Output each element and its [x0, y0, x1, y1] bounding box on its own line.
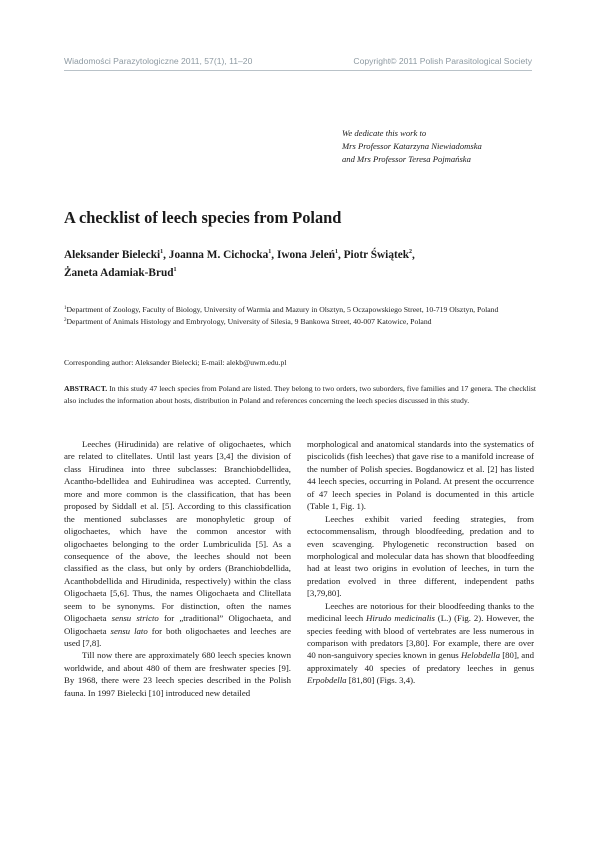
body-text: Leeches are notorious for their bloodfeeding thanks to the medicinal leech [307, 600, 534, 624]
corresponding-author: Corresponding author: Aleksander Bielecki; E-mail: alekb@uwm.edu.pl [64, 358, 287, 367]
author-affiliation-mark: 1 [160, 249, 164, 255]
author-name: Joanna M. Cichocka [168, 249, 269, 261]
journal-citation: Wiadomości Parazytologiczne 2011, 57(1), 11–20 [64, 56, 253, 66]
body-text: (L.) (Fig. 2). However, the species feeding with blood of vertebrates are less numerous in comparison with predators [3,80]. For example, there are over 40 non-sanguivory species known in genus [307, 613, 535, 661]
body-paragraph [64, 438, 291, 649]
body-text: Leeches (Hirudinida) are relative of oligochaetes, which are related to clitellates. Until last years [3,4] the division of class Hirudinea into three subclasses: Branchiobdellidea, Acantho-bdellidea and Euhirudinea was accepted. Currently, more and more common is the classification, that has been proposed by Siddall et al. [5]. According to this classification the mentioned subclasses are monophyletic group of oligochaetes, which have the common ancestor with oligochaetes belonging to the order Lumbriculida [5]. As a consequence of the above, the leeches should not been classified as the class, but only by orders (Branchiobdellida, Acanthobdellida and Hirudinida, respectively) within the class Oligochaeta [5,6]. Thus, the names Oligochaeta and Clitellata seem to be synonyms. For distinction, often the names Oligochaeta [64, 439, 291, 624]
affiliations [64, 304, 536, 328]
article-title: A checklist of leech species from Poland [64, 208, 342, 227]
body-text: for both oligochaetes and leeches are used [7,8]. [64, 625, 291, 648]
body-italic: Helobdella [460, 650, 501, 661]
body-text: [81,80] (Figs. 3,4). [346, 675, 416, 686]
body-italic: Erpobdella [307, 675, 347, 686]
author-separator: , [338, 249, 344, 261]
header-divider [64, 70, 532, 71]
author-affiliation-mark: 2 [409, 249, 413, 255]
body-column-left [64, 438, 291, 699]
dedication-line: Mrs Professor Katarzyna Niewiadomska [342, 141, 482, 151]
body-paragraph [307, 600, 534, 687]
body-text: for „traditional” Oligochaeta, and Oligochaeta [64, 613, 291, 636]
body-paragraph: morphological and anatomical standards into the systematics of piscicolids (fish leeches) that gave rise to a manifold increase of the number of Polish species. Bogdanowicz et al. [2] has listed 44 leech species, occurring in Poland. At present the occurrence of 47 leech species in Poland is documented in this article (Table 1, Fig. 1). [307, 439, 534, 512]
affiliation-text: Department of Zoology, Faculty of Biology, University of Warmia and Mazury in Olsztyn, 5 Oczapowskiego Street, 10-719 Olsztyn, Poland [66, 305, 499, 314]
affiliation [64, 316, 536, 328]
author-name: Aleksander Bielecki [64, 249, 161, 261]
author-separator: , [412, 249, 415, 261]
abstract-text: In this study 47 leech species from Poland are listed. They belong to two orders, two suborders, five families and 17 genera. The checklist also includes the information about hosts, distribution in Poland and references concerning the leech species discussed in this study. [64, 384, 537, 406]
author-name: Iwona Jeleń [276, 249, 335, 261]
dedication-line: We dedicate this work to [342, 128, 427, 138]
dedication-line: and Mrs Professor Teresa Pojmańska [342, 154, 471, 164]
author-list [64, 246, 534, 282]
author-name: Piotr Świątek [343, 249, 410, 261]
body-column-right [307, 438, 534, 687]
affiliation-number: 2 [64, 318, 67, 324]
body-text: [80], and approximately 40 species of predatory leeches in genus [307, 650, 534, 673]
abstract-label: ABSTRACT. [64, 384, 108, 393]
author-affiliation-mark: 1 [335, 249, 338, 255]
author-affiliation-mark: 1 [173, 267, 177, 273]
author-affiliation-mark: 1 [268, 249, 272, 255]
dedication [342, 127, 542, 166]
affiliation [64, 304, 536, 316]
author-separator: , [271, 249, 277, 261]
body-paragraph: Till now there are approximately 680 leech species known worldwide, and about 480 of them are freshwater species [9]. By 1968, there were 23 leech species described in the Polish fauna. In 1997 Bielecki [10] introduced new detailed [64, 650, 291, 698]
copyright-notice: Copyright© 2011 Polish Parasitological Society [353, 56, 532, 66]
body-italic: Hirudo medicinalis [366, 613, 435, 624]
abstract [64, 383, 536, 408]
affiliation-text: Department of Animals Histology and Embryology, University of Silesia, 9 Bankowa Street, 40-007 Katowice, Poland [66, 317, 432, 327]
body-italic: sensu stricto [111, 613, 159, 624]
body-paragraph: Leeches exhibit varied feeding strategies, from ectocommensalism, through bloodfeeding, predation and to even scavenging. Phylogenetic reconstruction based on morphological and molecular data has shown that bloodfeeding had at least two origins in evolution of leeches, in turn the predation evolved in three different, independent paths [3,79,80]. [307, 513, 534, 599]
affiliation-number: 1 [64, 306, 67, 311]
author-name: Żaneta Adamiak-Brud [64, 267, 174, 279]
author-separator: , [163, 249, 169, 261]
body-italic: sensu lato [110, 625, 148, 636]
